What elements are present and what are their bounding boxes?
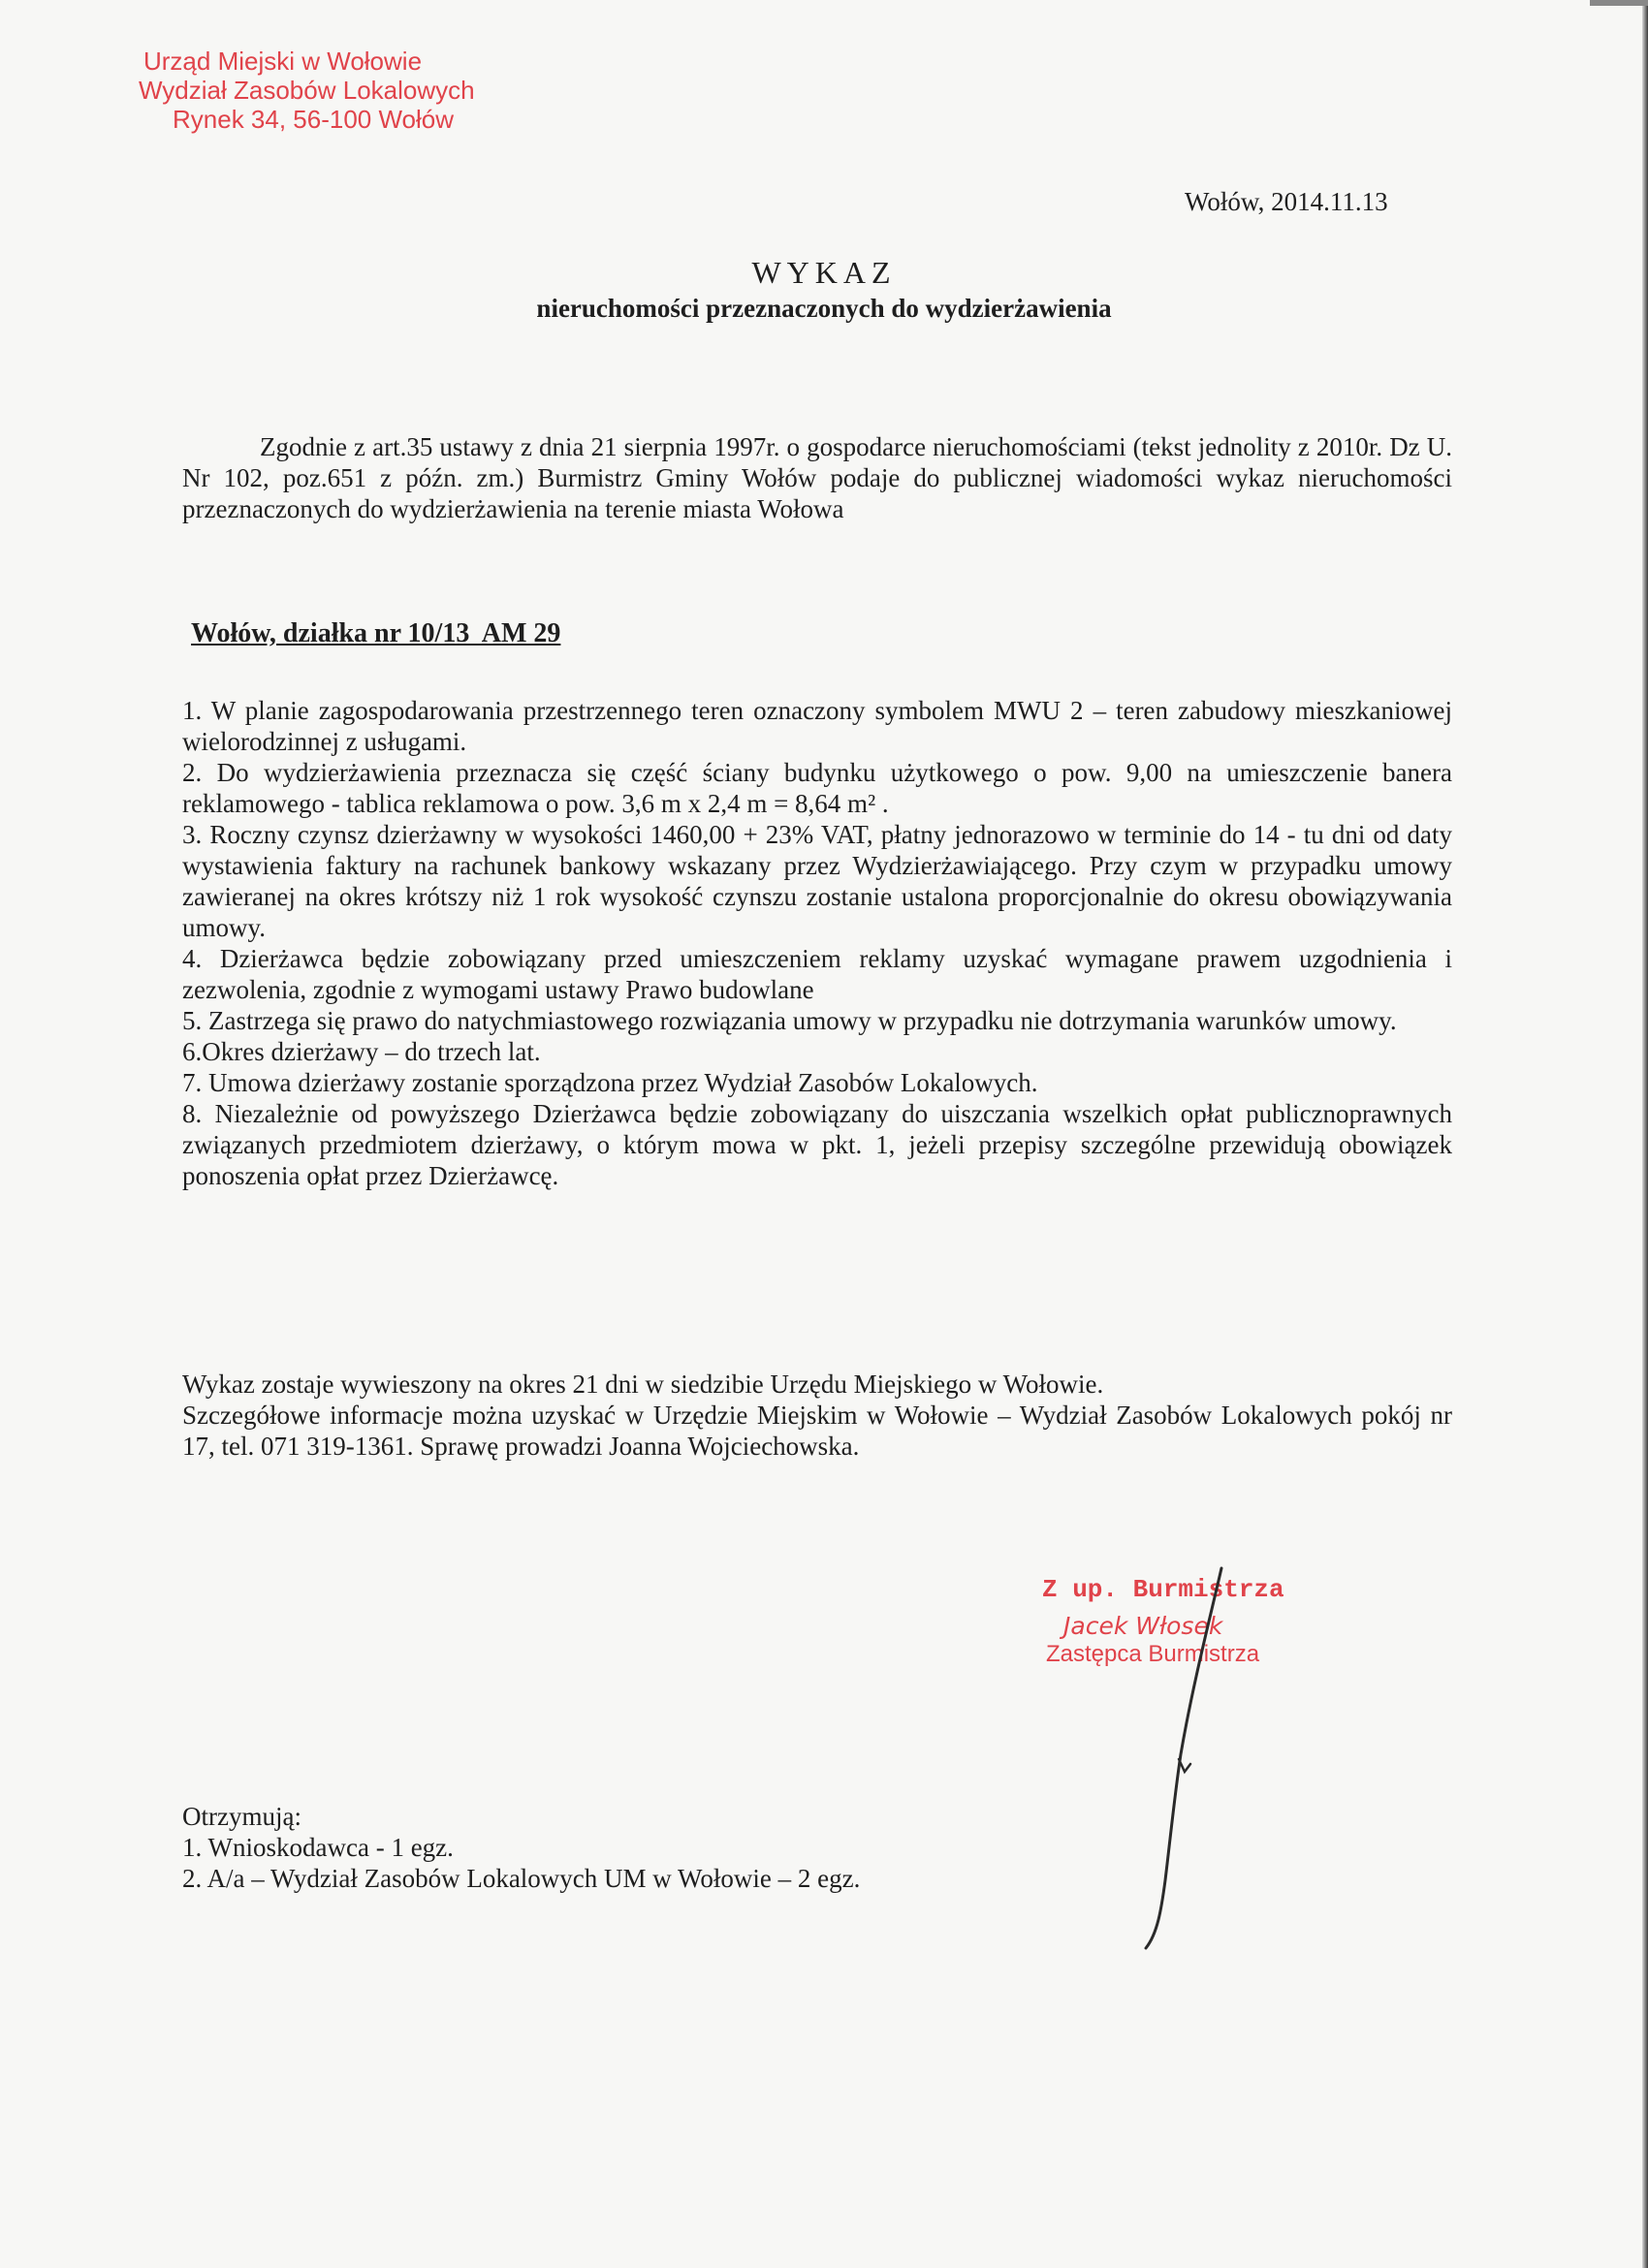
point-1: 1. W planie zagospodarowania przestrzennego teren oznaczony symbolem MWU 2 – teren zabudowy mieszkaniowej wielorodzinnej z usługami. [182,696,1452,756]
department-name: Wydział Zasobów Lokalowych [139,76,475,105]
scan-edge-top [1590,0,1648,6]
office-header-stamp [139,47,488,134]
scan-edge [1642,0,1648,2268]
recipient-1: 1. Wnioskodawca - 1 egz. [182,1833,454,1862]
points-list [182,695,1452,1191]
document-title: WYKAZ [751,255,897,290]
point-8: 8. Niezależnie od powyższego Dzierżawca będzie zobowiązany do uiszczania wszelkich opłat publicznoprawnych związanych przedmiotem dzierżawy, o którym mowa w pkt. 1, jeżeli przepisy szczególne przewidują obowiązek ponoszenia opłat przez Dzierżawcę. [182,1099,1452,1190]
property-subject: Wołów, działka nr 10/13 AM 29 [191,618,561,648]
signature-stamp-authority: Z up. Burmistrza [1042,1575,1284,1604]
signature-stamp-name: Jacek Włosek [1063,1612,1223,1640]
recipient-2: 2. A/a – Wydział Zasobów Lokalowych UM w Wołowie – 2 egz. [182,1864,861,1893]
office-name: Urząd Miejski w Wołowie [143,47,423,76]
point-3: 3. Roczny czynsz dzierżawny w wysokości 1460,00 + 23% VAT, płatny jednorazowo w terminie do 14 - tu dni od daty wystawienia faktury na rachunek bankowy wskazany przez Wydzierżawiającego. Przy czym w przypadku umowy zawieranej na okres krótszy niż 1 rok wysokość czynszu zostanie ustalona proporcjonalnie do okresu obowiązywania umowy. [182,820,1452,942]
point-5: 5. Zastrzega się prawo do natychmiastowego rozwiązania umowy w przypadku nie dotrzymania warunków umowy. [182,1006,1397,1035]
point-7: 7. Umowa dzierżawy zostanie sporządzona przez Wydział Zasobów Lokalowych. [182,1068,1038,1097]
signature-stamp-role: Zastępca Burmistrza [1046,1641,1260,1667]
recipients-heading: Otrzymują: [182,1802,301,1831]
intro-paragraph: Zgodnie z art.35 ustawy z dnia 21 sierpnia 1997r. o gospodarce nieruchomościami (tekst jednolity z 2010r. Dz U. Nr 102, poz.651 z późn. zm.) Burmistrz Gminy Wołów podaje do publicznej wiadomości wykaz nieruchomości przeznaczonych do wydzierżawienia na terenie miasta Wołowa [182,432,1452,523]
point-6: 6.Okres dzierżawy – do trzech lat. [182,1037,541,1066]
office-address: Rynek 34, 56-100 Wołów [173,105,455,134]
closing-line-1: Wykaz zostaje wywieszony na okres 21 dni w siedzibie Urzędu Miejskiego w Wołowie. [182,1370,1104,1399]
document-date: Wołów, 2014.11.13 [1185,187,1388,216]
handwritten-signature [1086,1560,1241,1968]
point-4: 4. Dzierżawca będzie zobowiązany przed umieszczeniem reklamy uzyskać wymagane prawem uzgodnienia i zezwolenia, zgodnie z wymogami ustawy Prawo budowlane [182,944,1452,1004]
point-2: 2. Do wydzierżawienia przeznacza się część ściany budynku użytkowego o pow. 9,00 na umieszczenie banera reklamowego - tablica reklamowa o pow. 3,6 m x 2,4 m = 8,64 m² . [182,758,1452,818]
recipients-block [182,1801,1452,1894]
document-subtitle: nieruchomości przeznaczonych do wydzierżawienia [536,294,1112,323]
closing-line-2: Szczegółowe informacje można uzyskać w Urzędzie Miejskim w Wołowie – Wydział Zasobów Lokalowych pokój nr 17, tel. 071 319-1361. Sprawę prowadzi Joanna Wojciechowska. [182,1401,1452,1461]
closing-paragraph [182,1369,1452,1462]
